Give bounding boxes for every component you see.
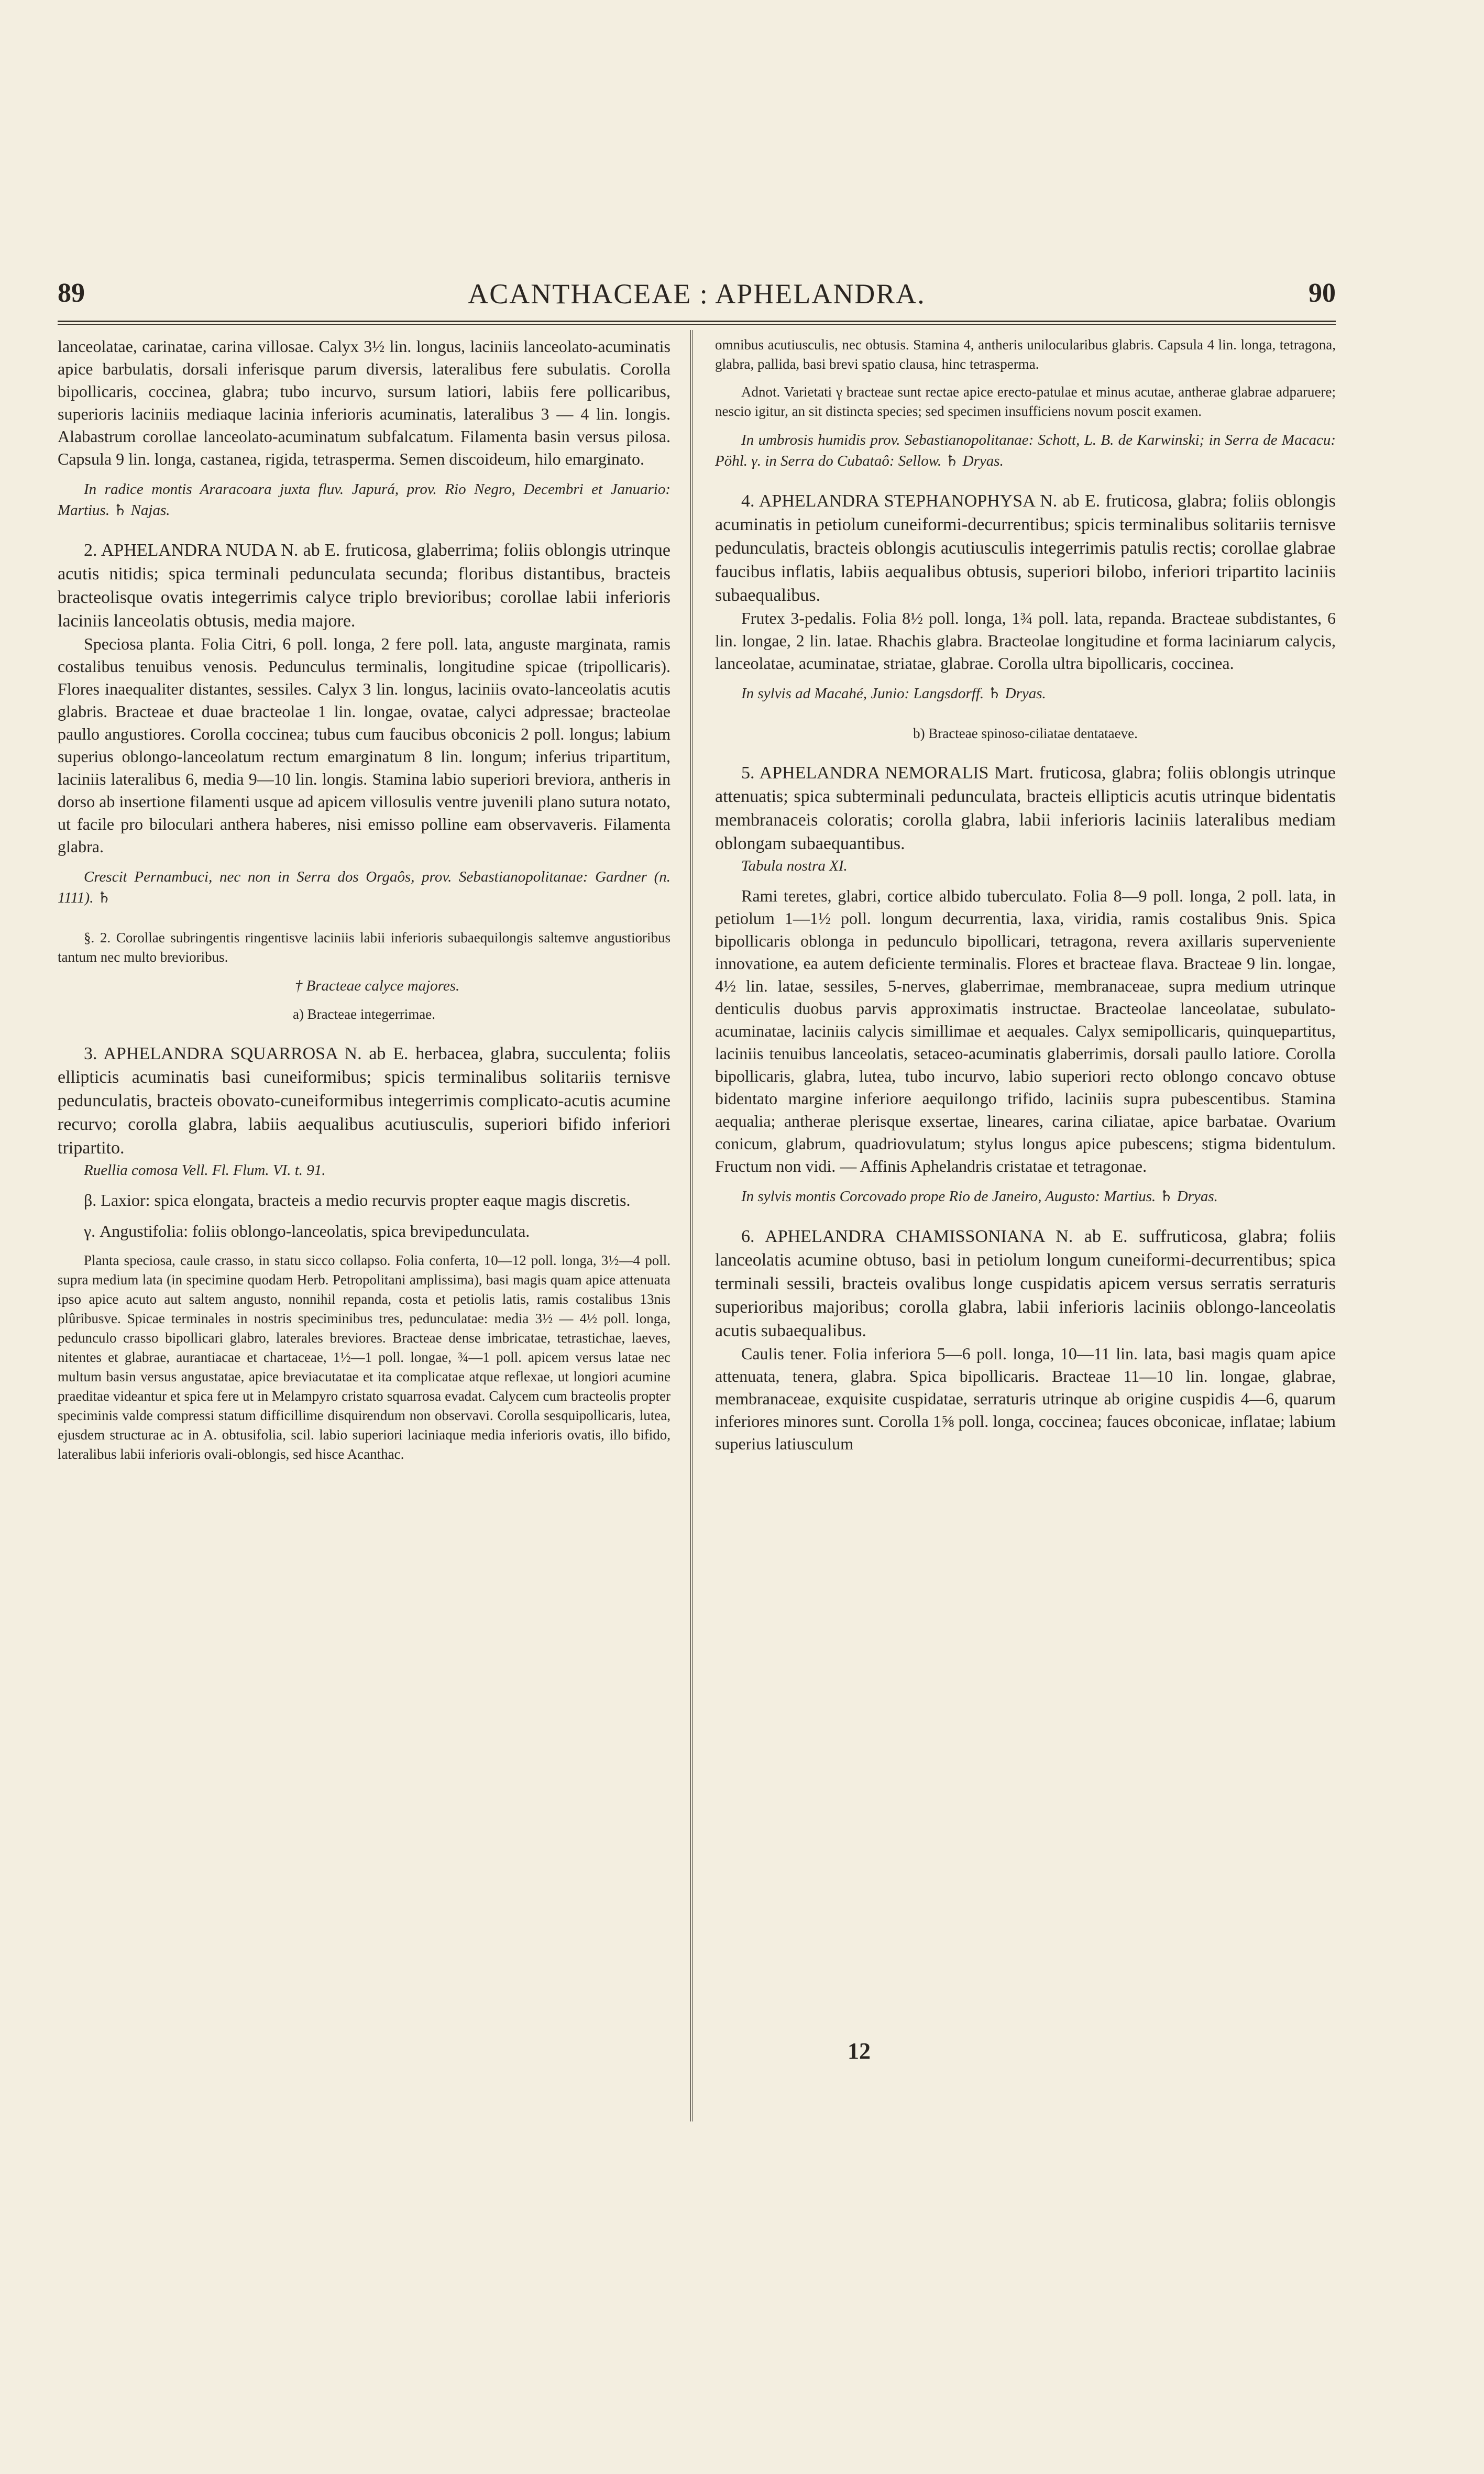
paragraph-continued: omnibus acutiusculis, nec obtusis. Stamina 4, antheris unilocularibus glabris. Capsula 4 lin. longa, tetragona, glabra, pallida, basi brevi spatio clausa, hinc tetrasperma. [715,337,1336,372]
left-column [58,335,670,1472]
species-description: Planta speciosa, caule crasso, in statu sicco collapso. Folia conferta, 10—12 poll. longa, 3½—4 poll. supra medium lata (in specimine quodam Herb. Petropolitani amplissima), basi magis quam apice attenuata ipso apice acuto aut saltem angusto, nonnihil repanda, costa et petiolis latis, ramis costalibus 13nis plûribusve. Spicae terminales in nostris speciminibus tres, pedunculatae: media 3½ — 4½ poll. longa, pedunculo crasso bipollicari glabro, laterales breviores. Bracteae dense imbricatae, tetrastichae, laeves, nitentes et glabrae, aurantiacae et chartaceae, 1½—1 poll. longae, ¾—1 poll. apicem versus latae nec multum basin versus angustatae, apice breviacutatae et ita complicatae atque reflexae, ut longiori acumine praeditae videantur et spica fere ut in Melampyro cristato squarrosa evadat. Calycem cum bracteolis propter speciminis valde compressi statum difficillime disquirendum non observavi. Corolla sesquipollicaris, lutea, ejusdem structurae ac in A. obtusifolia, scil. labio superiori laciniaque media inferioris ovatis, illo bifido, lateralibus labii inferioris ovali-oblongis, sed hisce Acanthac. [58,1252,670,1462]
habitat-citation: In sylvis montis Corcovado prope Rio de Janeiro, Augusto: Martius. ♄ Dryas. [741,1188,1218,1205]
subsection-dagger: † Bracteae calyce majores. [294,977,460,994]
habitat-citation: In sylvis ad Macahé, Junio: Langsdorff. ♄ Dryas. [741,685,1046,702]
column-divider [690,330,692,2121]
species-heading-nemoralis: 5. APHELANDRA NEMORALIS Mart. fruticosa, glabra; foliis oblongis utrinque attenuatis; spica subterminali pedunculata, bracteis ellipticis acutis utrinque bidentatis membranaceis coloratis; corolla glabra, labii inferioris laciniis lateralibus mediam oblongam subaequantibus. [715,763,1336,853]
species-description: Frutex 3-pedalis. Folia 8½ poll. longa, 1¾ poll. lata, repanda. Bracteae subdistantes, 6 lin. longae, 2 lin. latae. Rhachis glabra. Bracteolae longitudine et forma laciniarum calycis, lanceolatae, acuminatae, striatae, glabrae. Corolla ultra bipollicaris, coccinea. [715,609,1336,673]
species-heading-nuda: 2. APHELANDRA NUDA N. ab E. fruticosa, glaberrima; foliis oblongis utrinque acutis nitidis; spica terminali pedunculata secunda; floribus distantibus, bracteis bracteolisque ovatis integerrimis calyce triplo brevioribus; corollae labii inferioris laciniis lanceolatis obtusis, media majore. [58,541,670,631]
signature-number: 12 [848,2038,871,2064]
header-rule [58,321,1336,322]
left-page-number: 89 [58,278,85,308]
species-description: Speciosa planta. Folia Citri, 6 poll. longa, 2 fere poll. lata, anguste marginata, ramis costalibus tenuibus venosis. Pedunculus terminalis, longitudine spicae (tripollicaris). Flores inaequaliter distantes, sessiles. Calyx 3 lin. longus, laciniis ovato-lanceolatis acutis glabris. Bracteae et duae bracteolae 1 lin. longae, ovatae, calyci adpressae; bracteolae paullo angustiores. Corolla coccinea; tubus cum faucibus obconicis 2 poll. longus; labium superius oblongo-lanceolatum rectum emarginatum 8 lin. longum; inferius tripartitum, laciniis lateralibus 6, media 9—10 lin. longis. Stamina labio superiori breviora, antheris in dorso ab insertione filamenti usque ad apicem villosulis ventre juvenili plano sutura notato, ut facile pro biloculari anthera haberes, nisi emisso polline eam observaveris. Filamenta glabra. [58,634,670,856]
subsection-b: b) Bracteae spinoso-ciliatae dentataeve. [913,725,1138,741]
header-rule-thin [58,324,1336,325]
species-heading-chamissoniana: 6. APHELANDRA CHAMISSONIANA N. ab E. suffruticosa, glabra; foliis lanceolatis acumine obtuso, basi in petiolum longum cuneiformi-decurrentibus; spica terminali sessili, bracteis ovalibus longe cuspidatis apicem versus serratis serraturis superioribus majoribus; corolla glabra, labii inferioris laciniis oblongo-lanceolatis acutis subaequalibus. [715,1227,1336,1340]
subsection-a: a) Bracteae integerrimae. [292,1006,436,1022]
adnotation: Adnot. Varietati γ bracteae sunt rectae apice erecto-patulae et minus acutae, antherae glabrae adparuere; nescio igitur, an sit distincta species; sed specimen insufficiens novum poscit examen. [715,384,1336,419]
species-heading-squarrosa: 3. APHELANDRA SQUARROSA N. ab E. herbacea, glabra, succulenta; foliis ellipticis acuminatis basi cuneiformibus; spicis terminalibus solitariis ternisve pedunculatis, bracteis obovato-cuneiformibus integerrimis complicato-acutis acumine recurvo; corolla glabra, labiis aequalibus acutiusculis, superiori bifido inferiori tripartito. [58,1044,670,1158]
right-column [715,335,1336,1464]
habitat-citation: Crescit Pernambuci, nec non in Serra dos Orgaôs, prov. Sebastianopolitanae: Gardner (n. 1111). ♄ [58,868,670,906]
variety-beta: β. Laxior: spica elongata, bracteis a medio recurvis propter eaque magis discretis. [84,1191,631,1209]
paragraph-continued: lanceolatae, carinatae, carina villosae. Calyx 3½ lin. longus, laciniis lanceolato-acuminatis apice barbulatis, dorsali inferisque parum diversis, lateralibus fere subulatis. Corolla bipollicaris, coccinea, glabra; tubo incurvo, sursum latiori, labiis fere pollicaribus, superioris laciniis mediaque lacinia inferioris acuminatis, lateralibus 3 — 4 lin. longis. Alabastrum corollae lanceolato-acuminatum subfalcatum. Filamenta basin versus pilosa. Capsula 9 lin. longa, castanea, rigida, tetrasperma. Semen discoideum, hilo emarginato. [58,337,670,468]
right-page-number: 90 [1309,278,1336,308]
plate-reference: Tabula nostra XI. [741,857,848,874]
variety-gamma: γ. Angustifolia: foliis oblongo-lanceolatis, spica brevipedunculata. [84,1222,530,1240]
synonym: Ruellia comosa Vell. Fl. Flum. VI. t. 91. [84,1162,326,1179]
running-header [58,272,1336,320]
species-description: Caulis tener. Folia inferiora 5—6 poll. longa, 10—11 lin. lata, basi magis quam apice attenuata, tenera, glabra. Spica bipollicaris. Bracteae 11—10 lin. longae, glabrae, membranaceae, exquisite cuspidatae, serraturis utrinque ab origine cuspidis 4—6, quarum inferiores minores sunt. Corolla 1⅝ poll. longa, coccinea; fauces obconicae, inflatae; labium superius latiusculum [715,1344,1336,1453]
habitat-citation: In umbrosis humidis prov. Sebastianopolitanae: Schott, L. B. de Karwinski; in Serra de Macacu: Pöhl. γ. in Serra do Cubataô: Sellow. ♄ Dryas. [715,432,1336,469]
running-title: ACANTHACEAE : APHELANDRA. [468,278,926,310]
species-heading-stephanophysa: 4. APHELANDRA STEPHANOPHYSA N. ab E. fruticosa, glabra; foliis oblongis acuminatis in petiolum cuneiformi-decurrentibus; spicis terminalibus solitariis ternisve pedunculatis, bracteis oblongis acutiusculis integerrimis patulis rectis; corollae glabrae faucibus inflatis, labiis aequalibus obtusis, superiori bilobo, inferiori tripartito laciniis subaequalibus. [715,491,1336,605]
section-heading: §. 2. Corollae subringentis ringentisve laciniis labii inferioris subaequilongis saltemve angustioribus tantum nec multo brevioribus. [58,930,670,965]
species-description: Rami teretes, glabri, cortice albido tuberculato. Folia 8—9 poll. longa, 2 poll. lata, in petiolum 1—1½ poll. longum decurrentia, laxa, viridia, ramis costalibus 9nis. Spica bipollicaris oblonga in pedunculo bipollicari, tetragona, revera axillaris superveniente innovatione, ea autem deficiente terminalis. Flores et bracteae flava. Bracteae 9 lin. longae, 4½ lin. latae, sessiles, 5-nerves, glaberrimae, membranaceae, supra medium utrinque denticulis duobus parvis approximatis instructae. Bracteolae lanceolatae, subulato-acuminatae, laciniis calycis simillimae et aequales. Calyx semipollicaris, quinquepartitus, laciniis tenuibus lanceolatis, setaceo-acuminatis glaberrimis, dorsali paullo latiore. Corolla bipollicaris, glabra, lutea, tubo incurvo, labio superiori recto oblongo concavo obtuse bidentato margine inferiore aequilongo trifido, laciniis supra pubescentibus. Stamina aequalia; antherae plerisque exsertae, lineares, carina ciliatae, apice barbatae. Ovarium conicum, glabrum, quadriovulatum; stylus longus apice pubescens; stigma bidentulum. Fructum non vidi. — Affinis Aphelandris cristatae et tetragonae. [715,886,1336,1175]
habitat-citation: In radice montis Araracoara juxta fluv. Japurá, prov. Rio Negro, Decembri et Januario: Martius. ♄ Najas. [58,481,670,519]
